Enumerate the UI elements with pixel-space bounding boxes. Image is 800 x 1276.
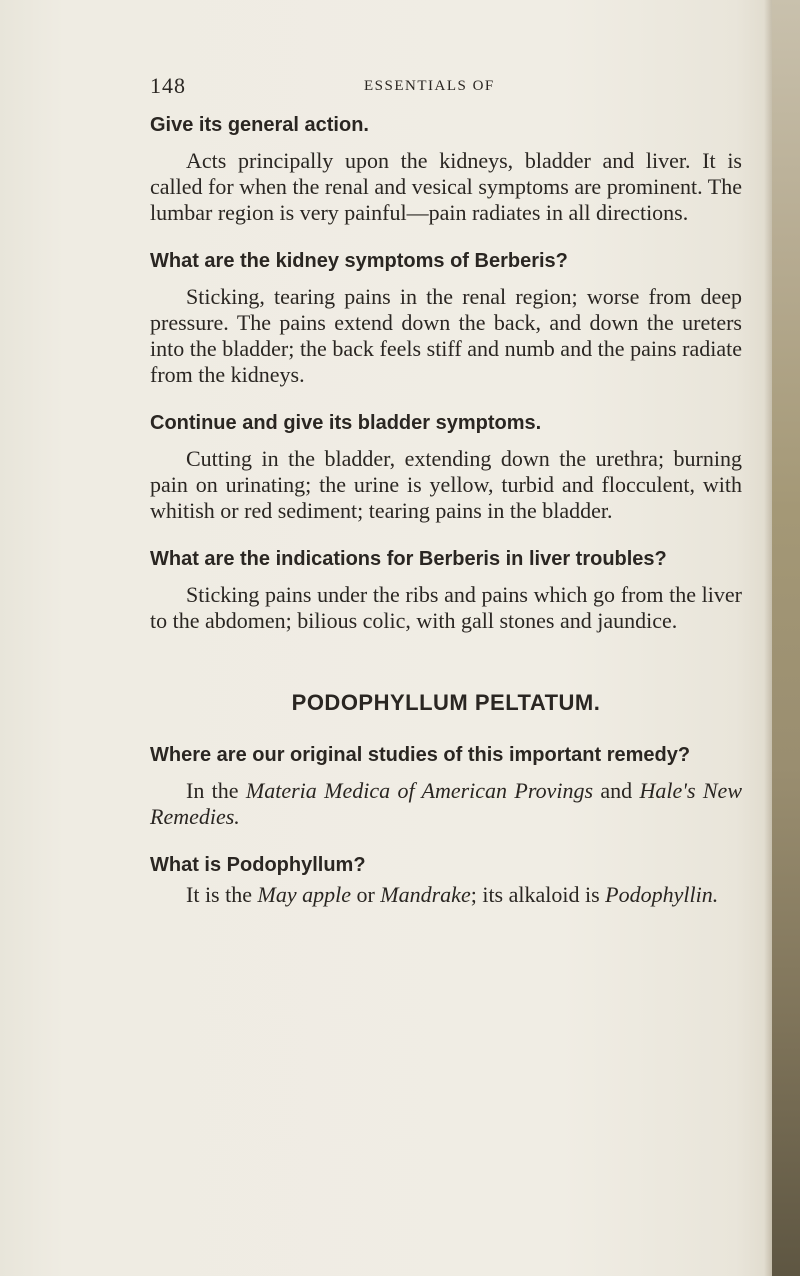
running-head: ESSENTIALS OF xyxy=(364,78,495,94)
answer-kidney-symptoms: Sticking, tearing pains in the renal region; worse from deep pressure. The pains extend down the back, and down the ureters into the bladder; the back feels stiff and numb and the pains radiate from the kidneys. xyxy=(150,284,742,387)
page-number: 148 xyxy=(150,73,186,98)
question-bladder-symptoms: Continue and give its bladder symptoms. xyxy=(150,412,542,434)
answer-liver-troubles: Sticking pains under the ribs and pains which go from the liver to the abdomen; bilious colic, with gall stones and jaundice. xyxy=(150,582,742,633)
answer-general-action: Acts principally upon the kidneys, bladder and liver. It is called for when the renal and vesical symptoms are prominent. The lumbar region is very painful—pain radiates in all directions. xyxy=(150,148,742,225)
may-apple-term: May apple xyxy=(257,882,351,907)
answer-original-studies-part: and xyxy=(593,778,640,803)
answer-podophyllum-part: ; its alkaloid is xyxy=(470,882,606,907)
question-what-is-podophyllum: What is Podophyllum? xyxy=(150,854,366,876)
answer-original-studies-part: In the xyxy=(186,778,246,803)
podophyllin-term: Podophyllin. xyxy=(605,882,719,907)
answer-bladder-symptoms: Cutting in the bladder, extending down the urethra; burning pain on urinating; the urine is yellow, turbid and flocculent, with whitish or red sediment; tearing pains in the bladder. xyxy=(150,446,742,523)
page-edge-shadow xyxy=(764,0,772,1276)
question-general-action: Give its general action. xyxy=(150,114,369,136)
answer-podophyllum-part: It is the xyxy=(186,882,258,907)
answer-original-studies xyxy=(150,778,742,830)
materia-medica-title: Materia Medica of American Provings xyxy=(245,778,594,803)
hales-remedies-title: Hale's New Remedies. xyxy=(150,778,742,829)
question-liver-troubles: What are the indications for Berberis in liver troubles? xyxy=(150,548,667,570)
answer-podophyllum-part: or xyxy=(350,882,381,907)
answer-what-is-podophyllum xyxy=(150,882,742,908)
section-title: PODOPHYLLUM PELTATUM. xyxy=(291,690,601,715)
page-header xyxy=(150,72,750,112)
page-edge xyxy=(772,0,800,1276)
page-body xyxy=(150,112,742,908)
mandrake-term: Mandrake xyxy=(380,882,471,907)
question-kidney-symptoms: What are the kidney symptoms of Berberis? xyxy=(150,250,568,272)
question-original-studies: Where are our original studies of this important remedy? xyxy=(150,744,691,766)
